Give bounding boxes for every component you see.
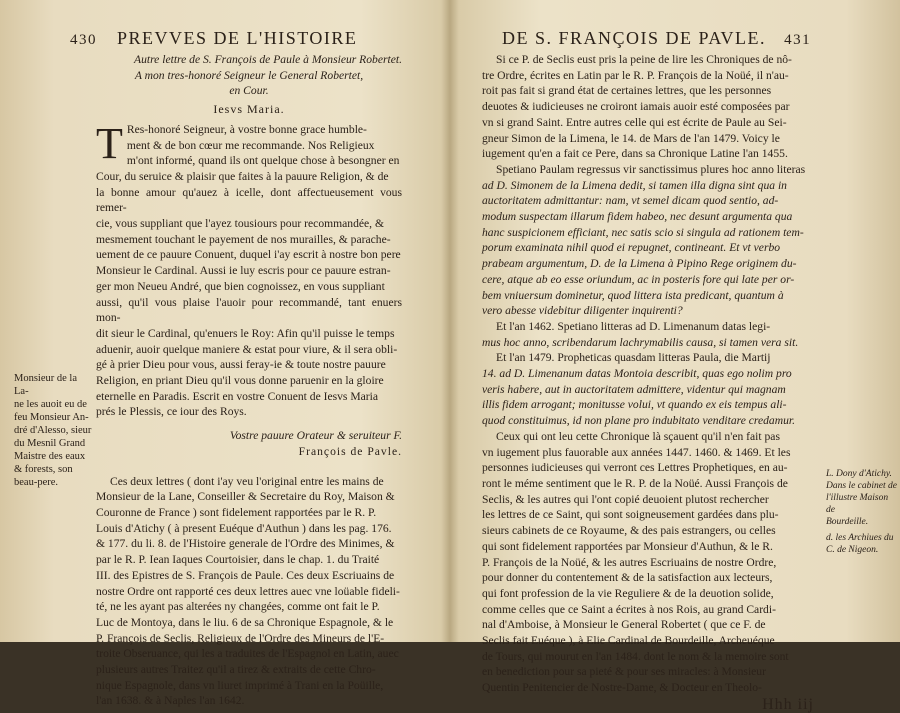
text-line: roit pas fait si grand état de certaines lettres, que les personnes: [482, 84, 772, 98]
text-line: qui font profession de la vie Reguliere & de la deuotion solide,: [482, 586, 774, 600]
letter-line: prés le Plessis, ce iour des Roys.: [96, 405, 247, 419]
margin-line: feu Monsieur An-: [14, 412, 89, 423]
commentary-line: Couronne de France ) sont fidelement rapportées par le R. P.: [96, 505, 377, 519]
letter-line: Cour, du seruice & plaisir que faites à la pauure Religion, & de: [96, 169, 389, 183]
latin-line: vero abesse videbitur diligenter inquirenti?: [482, 304, 683, 318]
latin-line: Spetiano Paulam regressus vir sanctissimus plures hoc anno literas: [496, 162, 806, 176]
letter-line: gé à prier Dieu pour vous, aussi feray-ie & toute nostre pauure: [96, 358, 386, 372]
left-page-number: 430: [70, 32, 97, 48]
letter-line: ger mon Neueu André, que bien cognoissez, en vous suppliant: [96, 279, 385, 293]
signature-mark: Hhh iij: [762, 695, 814, 713]
text-line: deuotes & iudicieuses ne croiront iamais auoir esté composées par: [482, 100, 790, 114]
margin-note: l'illustre Maison de: [826, 493, 889, 515]
latin-line: quod constituimus, id non plane pro indubitato venditare credamur.: [482, 414, 796, 428]
text-line: nal d'Amboise, à Monsieur le General Robertet ( que ce F. de: [482, 618, 766, 632]
commentary-line: nostre Ordre ont rapporté ces deux lettres auec vne loüable fideli-: [96, 584, 400, 598]
letter-line: cie, vous suppliant que l'ayez tousiours pour recommandée, &: [96, 217, 384, 231]
letter-line: mesmement touchant le payement de nos murailles, & parache-: [96, 232, 391, 246]
margin-line: & forests, son: [14, 464, 73, 475]
latin-line: bem vniuersum dominetur, quod littera ista predicant, quantum à: [482, 288, 784, 302]
margin-note: d. les Archiues du: [826, 533, 894, 543]
margin-line: dré d'Alesso, sieur: [14, 425, 92, 436]
letter-line: Monsieur le Cardinal. Aussi ie luy escris pour ce pauure estran-: [96, 264, 391, 278]
text-line: personnes iudicieuses qui verront ces Lettres Prophetiques, en au-: [482, 461, 788, 475]
letter-title: Autre lettre de S. François de Paule à Monsieur Robertet.: [134, 53, 402, 66]
text-line: comme celles que ce Saint a écrites à nos Rois, au grand Cardi-: [482, 602, 776, 616]
signature-line: Vostre pauure Orateur & seruiteur F.: [229, 429, 402, 443]
commentary-line: l'an 1638. & à Naples l'an 1642.: [96, 694, 245, 708]
commentary: [96, 474, 402, 710]
letter-line: aduenir, auoir quelque maniere & estat pour viure, & il sera obli-: [96, 342, 398, 356]
commentary-line: Luc de Montoya, dans le liu. 6 de sa Chronique Espagnole, & le: [96, 615, 394, 629]
margin-line: Monsieur de la La-: [14, 373, 77, 397]
left-head-title: PREVVES DE L'HISTOIRE: [117, 28, 358, 48]
margin-line: beau-pere.: [14, 477, 59, 488]
text-line: tre Ordre, écrites en Latin par le R. P. François de la Noüé, il n'au-: [482, 68, 789, 82]
margin-note: C. de Nigeon.: [826, 545, 879, 555]
right-head-title: DE S. FRANÇOIS DE PAVLE.: [502, 28, 767, 48]
text-line: en benediction pour sa pieté & pour ses miracles: à Monsieur: [482, 665, 766, 679]
margin-note: Bourdeille.: [826, 517, 869, 527]
commentary-line: Louis d'Atichy ( à present Euéque d'Authun ) dans les pag. 176.: [96, 521, 392, 535]
left-running-head: [70, 28, 357, 49]
letter-line: dit sieur le Cardinal, qu'enuers le Roy: Afin qu'il puisse le temps: [96, 326, 395, 340]
margin-line: du Mesnil Grand: [14, 438, 86, 449]
latin-line: 14. ad D. Limenanum datas Montoia describit, quas ego nolim pro: [482, 367, 792, 381]
text-line: vn si grand Saint. Entre autres celle qui est écrite de Paule au Sei-: [482, 115, 787, 129]
text-line: pour donner du contentement & de la satisfaction aux lecteurs,: [482, 571, 773, 585]
text-line: Et l'an 1462. Spetiano litteras ad D. Limenanum datas legi-: [496, 319, 771, 333]
commentary-line: Ces deux lettres ( dont i'ay veu l'original entre les mains de: [110, 474, 384, 488]
latin-line: mus hoc anno, scribendarum lachrymabilis causa, si tamen vera sit.: [482, 335, 799, 349]
letter-line: aussi, qu'il vous plaise l'auoir pour recommandé, tant enuers mon-: [96, 295, 402, 325]
commentary-line: P. François de Seclis, Religieux de l'Ordre des Mineurs de l'E-: [96, 631, 385, 645]
left-margin-note: [14, 372, 94, 489]
letter-line: la bonne amour qu'auez à icelle, dont affectueusement vous remer-: [96, 185, 402, 215]
commentary-line: III. des Epistres de S. François de Paule. Ces deux Escriuains de: [96, 568, 395, 582]
letter-line: uement de ce pauure Conuent, duquel i'ay escrit à nostre bon pere: [96, 248, 401, 262]
text-line: iugement qu'en a fait ce Pere, dans sa Chronique Latine l'an 1455.: [482, 147, 788, 161]
text-line: de Tours, qui mourut en l'an 1484. dont le nom & la memoire sont: [482, 649, 789, 663]
latin-line: modum suspectam illarum fidem habeo, nec desunt argumenta qua: [482, 210, 793, 224]
commentary-line: troite Obseruance, qui les a traduites de l'Espagnol en Latin, auec: [96, 647, 399, 661]
latin-line: prabeam argumentum, D. de la Limena à Pipino Rege originem du-: [482, 257, 797, 271]
right-running-head: [502, 28, 811, 49]
text-line: Si ce P. de Seclis eust pris la peine de lire les Chroniques de nô-: [496, 53, 792, 66]
letter-line: m'ont informé, quand ils ont quelque chose à besongner en: [126, 154, 400, 168]
signature-name: François de Pavle.: [298, 444, 402, 458]
text-line: Seclis, & les autres qui l'ont copié deuoient plutost rechercher: [482, 492, 769, 506]
text-line: Ceux qui ont leu cette Chronique là sçauent qu'il n'en fait pas: [496, 429, 780, 443]
text-line: sieurs cabinets de ce Royaume, & des pais estrangers, ou celles: [482, 524, 776, 538]
text-line: les lettres de ce Saint, qui sont soigneusement gardées dans plu-: [482, 508, 779, 522]
commentary-line: Monsieur de la Lane, Conseiller & Secretaire du Roy, Maison &: [96, 490, 395, 504]
letter-line: Res-honoré Seigneur, à vostre bonne grace humble-: [126, 122, 367, 136]
letter-address-2: en Cour.: [229, 84, 269, 98]
letter-body: [96, 118, 402, 420]
letter-line: Religion, en priant Dieu qu'il vous donne paruenir en la gloire: [96, 374, 384, 388]
text-line: gneur Simon de la Limena, le 14. de Mars de l'an 1479. Voicy le: [482, 131, 780, 145]
right-page: [450, 0, 900, 713]
right-page-number: 431: [784, 32, 812, 48]
text-line: P. François de la Noüé, & les autres Escriuains de nostre Ordre,: [482, 555, 777, 569]
text-line: vn iugement plus fauorable aux années 1447. 1460. & 1469. Et les: [482, 445, 791, 459]
text-line: ront le méme sentiment que le R. P. de la Noüé. Aussi François de: [482, 476, 788, 490]
commentary-line: & 177. du li. 8. de l'Histoire generale de l'Ordre des Minimes, &: [96, 537, 395, 551]
right-text-block: [482, 52, 814, 713]
text-line: qui sont fidelement rapportées par Monsieur d'Authun, & le R.: [482, 539, 773, 553]
commentary-line: té, ne les ayant pas alterées ny changées, comme ont fait le P.: [96, 600, 380, 614]
latin-line: porum examinata nihil quod ei repugnet, contineant. Et vt verbo: [482, 241, 781, 255]
margin-note: Dans le cabinet de: [826, 481, 897, 491]
commentary-line: par le R. P. Iean Iaques Courtoisier, dans le chap. 1. du Traité: [96, 553, 380, 567]
letter-address: A mon tres-honoré Seigneur le General Robertet,: [134, 68, 364, 82]
left-page: [0, 0, 450, 708]
latin-line: ad D. Simonem de la Limena dedit, si tamen illa digna sint qua in: [482, 178, 787, 192]
text-line: Quentin Penitencier de Nostre-Dame, & Docteur en Theolo-: [482, 681, 762, 695]
left-text-block: [96, 52, 402, 709]
latin-line: cere, atque ab eo esse oriundum, ac in posteris fore qui late per or-: [482, 272, 795, 286]
letter-line: ment & de bon cœur me recommande. Nos Religieux: [126, 138, 375, 152]
text-line: Seclis fait Euéque ), à Elie Cardinal de Bourdeille, Archeuéque: [482, 634, 775, 648]
margin-note: L. Dony d'Atichy.: [826, 469, 892, 479]
latin-line: auctoritatem admittantur: nam, vt semel dicam quod sentio, ad-: [482, 194, 779, 208]
commentary-line: plusieurs autres Traitez qu'il a tirez & extraits de cette Chro-: [96, 663, 376, 677]
text-line: Et l'an 1479. Propheticas quasdam litteras Paula, die Martij: [496, 351, 771, 365]
latin-line: hanc suspicionem efficiant, nec satis scio si singula ad rationem tem-: [482, 225, 804, 239]
latin-line: illis fidem arrogant; monitusse volui, vt quando ex eis tempus ali-: [482, 398, 787, 412]
right-margin-notes: [826, 468, 898, 556]
salutation: Iesvs Maria.: [213, 102, 285, 117]
letter-line: eternelle en Paradis. Escrit en vostre Conuent de Iesvs Maria: [96, 389, 379, 403]
commentary-line: nique Espagnole, dans vn liuret imprimé à Trani en la Poüille,: [96, 678, 384, 692]
margin-line: ne les auoit eu de: [14, 399, 87, 410]
margin-line: Maistre des eaux: [14, 451, 86, 462]
latin-line: veris habere, aut in auctoritatem admittere, videntur qui magnam: [482, 382, 786, 396]
drop-cap: T: [96, 118, 123, 168]
